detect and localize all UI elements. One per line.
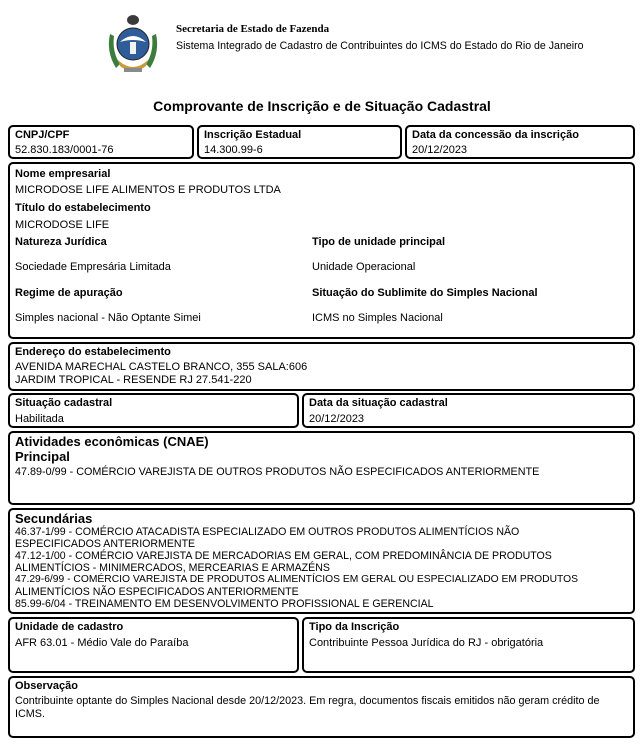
empresa-box [8, 162, 635, 339]
principal-label: Principal [15, 449, 70, 464]
observacao-box [8, 676, 635, 738]
unidade-cadastro-value: AFR 63.01 - Médio Vale do Paraíba [15, 637, 189, 649]
titulo-value: MICRODOSE LIFE [15, 219, 110, 231]
situacao-label: Situação cadastral [15, 397, 113, 409]
tipo-unidade-label: Tipo de unidade principal [312, 236, 446, 248]
atividades-title: Atividades econômicas (CNAE) [15, 434, 209, 449]
endereco-label: Endereço do estabelecimento [15, 346, 171, 358]
natureza-value: Sociedade Empresária Limitada [15, 261, 171, 273]
secundarias-box [8, 508, 635, 614]
endereco-box [8, 342, 635, 391]
situacao-box [8, 393, 299, 428]
sublimite-value: ICMS no Simples Nacional [312, 312, 443, 324]
inscricao-label: Inscrição Estadual [204, 129, 302, 141]
cnpj-label: CNPJ/CPF [15, 129, 70, 141]
header-org: Secretaria de Estado de Fazenda [176, 23, 330, 35]
inscricao-box [197, 125, 402, 159]
unidade-cadastro-label: Unidade de cadastro [15, 621, 124, 633]
titulo-label: Título do estabelecimento [15, 202, 151, 214]
secundaria-line: ALIMENTÍCIOS NÃO ESPECIFICADOS ANTERIORMENTE [15, 586, 299, 598]
nome-value: MICRODOSE LIFE ALIMENTOS E PRODUTOS LTDA [15, 184, 281, 196]
endereco-line1: AVENIDA MARECHAL CASTELO BRANCO, 355 SALA:606 [15, 361, 308, 373]
tipo-inscricao-value: Contribuinte Pessoa Jurídica do RJ - obrigatória [309, 637, 544, 649]
sublimite-label: Situação do Sublimite do Simples Nacional [312, 287, 538, 299]
cnpj-value: 52.830.183/0001-76 [15, 144, 114, 156]
inscricao-value: 14.300.99-6 [204, 144, 263, 156]
tipo-inscricao-box [302, 617, 635, 673]
observacao-label: Observação [15, 680, 78, 692]
data-situacao-box [302, 393, 635, 428]
secundaria-line: 47.29-6/99 - COMÉRCIO VAREJISTA DE PRODUTOS ALIMENTÍCIOS EM GERAL OU ESPECIALIZADO EM PRODUTOS [15, 574, 579, 585]
secundaria-line: 85.99-6/04 - TREINAMENTO EM DESENVOLVIMENTO PROFISSIONAL E GERENCIAL [15, 598, 434, 610]
data-concessao-label: Data da concessão da inscrição [412, 129, 579, 141]
header-system: Sistema Integrado de Cadastro de Contribuintes do ICMS do Estado do Rio de Janeiro [176, 40, 584, 52]
atividades-box [8, 431, 635, 505]
data-concessao-value: 20/12/2023 [412, 144, 468, 156]
cnpj-box [8, 125, 194, 159]
endereco-line2: JARDIM TROPICAL - RESENDE RJ 27.541-220 [15, 374, 252, 386]
nome-label: Nome empresarial [15, 168, 111, 180]
secundarias-label: Secundárias [15, 511, 93, 526]
data-situacao-value: 20/12/2023 [309, 413, 365, 425]
secundaria-line: ESPECIFICADOS ANTERIORMENTE [15, 538, 196, 550]
tipo-unidade-value: Unidade Operacional [312, 261, 416, 273]
unidade-cadastro-box [8, 617, 299, 673]
situacao-value: Habilitada [15, 413, 64, 425]
observacao-line1: Contribuinte optante do Simples Nacional desde 20/12/2023. Em regra, documentos fiscais emitidos não geram crédito de [15, 695, 600, 707]
coat-of-arms-logo [106, 12, 160, 78]
page-title: Comprovante de Inscrição e de Situação Cadastral [153, 98, 491, 114]
regime-value: Simples nacional - Não Optante Simei [15, 312, 201, 324]
regime-label: Regime de apuração [15, 287, 123, 299]
tipo-inscricao-label: Tipo da Inscrição [309, 621, 400, 633]
observacao-line2: ICMS. [15, 708, 45, 720]
principal-value: 47.89-0/99 - COMÉRCIO VAREJISTA DE OUTROS PRODUTOS NÃO ESPECIFICADOS ANTERIORMENTE [15, 466, 540, 478]
data-situacao-label: Data da situação cadastral [309, 397, 448, 409]
secundaria-line: 47.12-1/00 - COMÉRCIO VAREJISTA DE MERCADORIAS EM GERAL, COM PREDOMINÂNCIA DE PRODUTOS [15, 550, 552, 562]
data-concessao-box [405, 125, 635, 159]
secundaria-line: ALIMENTÍCIOS - MINIMERCADOS, MERCEARIAS E ARMAZÉNS [15, 562, 330, 574]
secundaria-line: 46.37-1/99 - COMÉRCIO ATACADISTA ESPECIALIZADO EM OUTROS PRODUTOS ALIMENTÍCIOS NÃO [15, 526, 520, 538]
natureza-label: Natureza Jurídica [15, 236, 107, 248]
